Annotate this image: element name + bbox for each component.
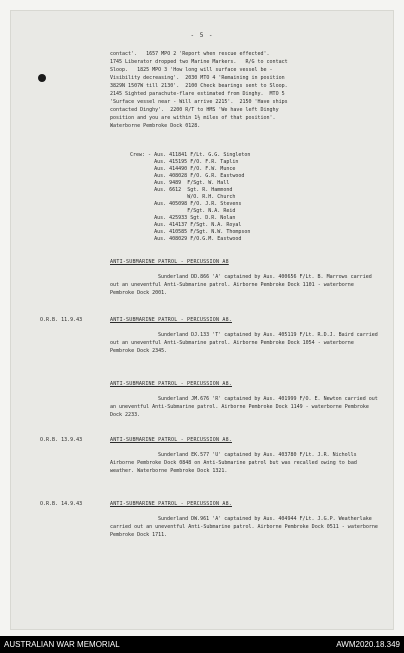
entry-heading: ANTI-SUBMARINE PATROL - PERCUSSION A8.: [110, 381, 232, 387]
page-number: - 5 -: [190, 32, 214, 39]
archive-footer: [0, 636, 404, 653]
crew-list: Crew: - Aus. 411841 F/Lt. G.G. Singleton Aus. 415195 F/O. F.R. Taplin Aus. 414490 F/O. F.W. Munce Aus. 408028 F/O. G.R. Eastwood Aus. 9489 F/Sgt. W. Hall Aus. 6612 Sgt. R. Hammond W/O. R.H. Church Aus. 405098 F/O. J.R. Stevens F/Sgt. N.A. Reid Aus. 425933 Sgt. D.R. Nolan Aus. 414137 F/Sgt. N.A. Royal Aus. 410585 F/Sgt. N.W. Thompson Aus. 408029 F/O.G.M. Eastwood: [130, 152, 251, 242]
intro-paragraph: contact'. 1657 MPO 2 'Report when rescue effected'. 1745 Liberator dropped two Marine Markers. R/G to contact Sloop. 1825 MPO 3 'How long will surface vessel be - Visibility decreasing'. 2030 MTO 4 'Remaining in position 3829N 1507W till 2130'. 2100 Check bearings sent to Sloop. 2145 Sighted parachute-flare estimated from Dinghy. MTO 5 'Surface vessel near - Will arrive 2215'. 2150 'Have ships contacted Dinghy'. 2200 R/T to HMS 'We have left Dinghy position and you are within 1½ miles of that position'. Waterborne Pembroke Dock 0128.: [110, 51, 288, 129]
entry-5: [110, 500, 380, 539]
entry-text: Sunderland DW.961 'A' captained by Aus. 404944 F/Lt. J.G.P. Weatherlake carried out an uneventful Anti-Submarine patrol. Airborne Pembroke Dock 0511 - waterborne Pembroke Dock 1711.: [110, 516, 378, 538]
entry-1: [110, 258, 380, 297]
entry-2: [110, 316, 380, 355]
entry-text: Sunderland DJ.133 'T' captained by Aus. 405119 F/Lt. R.D.J. Baird carried out an uneventful Anti-Submarine patrol. Airborne Pembroke Dock 1054 - waterborne Pembroke Dock 2345.: [110, 332, 378, 354]
entry-heading: ANTI-SUBMARINE PATROL - PERCUSSION A8.: [110, 437, 232, 443]
entry-heading: ANTI-SUBMARINE PATROL - PERCUSSION A8: [110, 259, 229, 265]
footer-institution: AUSTRALIAN WAR MEMORIAL: [4, 640, 120, 649]
punch-hole: [38, 74, 46, 82]
entry-text: Sunderland JM.676 'R' captained by Aus. 401999 F/O. E. Newton carried out an uneventful Anti-Submarine patrol. Airborne Pembroke Dock 1149 - waterborne Pembroke Dock 2233.: [110, 396, 378, 418]
entry-heading: ANTI-SUBMARINE PATROL - PERCUSSION A8.: [110, 501, 232, 507]
entry-text: Sunderland EK.577 'U' captained by Aus. 403780 F/Lt. J.R. Nicholls Airborne Pembroke Dock 0848 on Anti-Submarine patrol but was recalled owing to bad weather. Waterborne Pembroke Dock 1321.: [110, 452, 357, 474]
orb-reference: O.R.B. 11.9.43: [40, 317, 83, 323]
footer-catalogue-id: AWM2020.18.349: [336, 640, 400, 649]
entry-heading: ANTI-SUBMARINE PATROL - PERCUSSION A8.: [110, 317, 232, 323]
orb-reference: O.R.B. 14.9.43: [40, 501, 83, 507]
orb-reference: O.R.B. 13.9.43: [40, 437, 83, 443]
entry-text: Sunderland DD.866 'A' captained by Aus. 400656 F/Lt. B. Marrows carried out an uneventful Anti-Submarine patrol. Airborne Pembroke Dock 1101 - waterborne Pembroke Dock 2001.: [110, 274, 372, 296]
entry-3: [110, 380, 380, 419]
document-sheet: [10, 10, 394, 630]
entry-4: [110, 436, 380, 475]
